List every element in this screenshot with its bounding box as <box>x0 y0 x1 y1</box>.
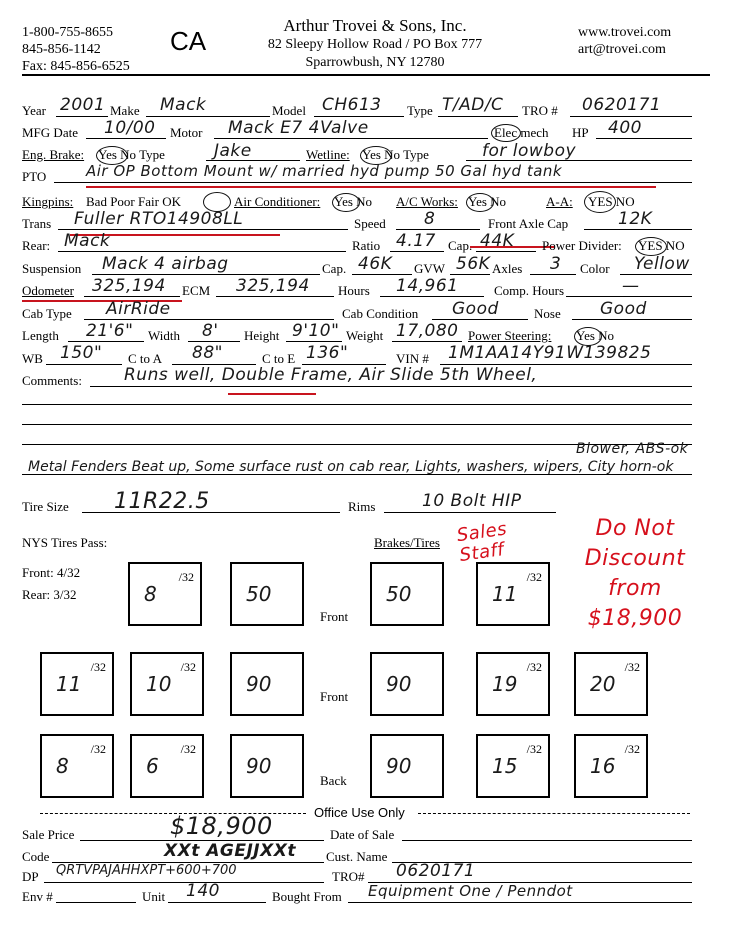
nose-line <box>572 319 692 320</box>
speed-line <box>396 229 480 230</box>
vin-value: 1M1AA14Y91W139825 <box>448 343 652 363</box>
rear-label: Rear: <box>22 238 51 253</box>
comments-line-2 <box>22 404 692 405</box>
comments-label: Comments: <box>22 373 82 388</box>
tire-box <box>574 652 648 716</box>
cab-condition-label: Cab Condition <box>342 306 419 321</box>
env-label: Env # <box>22 889 53 904</box>
address-line2: Sparrowbush, NY 12780 <box>305 55 445 70</box>
tire-box <box>476 652 550 716</box>
ac-works-label: A/C Works: <box>396 194 458 209</box>
weight-line <box>392 341 462 342</box>
length-line <box>68 341 144 342</box>
pto-line <box>54 182 692 183</box>
tire-box <box>476 734 550 798</box>
wb-value: 150" <box>60 343 103 363</box>
width-label: Width <box>148 328 180 343</box>
dp-label: DP <box>22 869 39 884</box>
ratio-value: 4.17 <box>396 231 436 251</box>
wetline-type-value: for lowboy <box>482 141 577 161</box>
rims-value: 10 Bolt HIP <box>422 491 522 511</box>
cap-line <box>476 251 536 252</box>
brake-percent: 90 <box>386 672 412 696</box>
type-line <box>438 116 518 117</box>
note-line2: Metal Fenders Beat up, Some surface rust on cab rear, Lights, washers, wipers, City horn-ok <box>28 459 674 475</box>
a-a-yes-circle <box>584 191 616 213</box>
bought-from-value: Equipment One / Penndot <box>368 882 573 900</box>
cab-condition-line <box>432 319 528 320</box>
per32-mark: /32 <box>526 570 542 584</box>
tire-box <box>130 652 204 716</box>
length-value: 21'6" <box>86 321 134 341</box>
power-divider-label: Power Divider: <box>542 238 622 253</box>
kingpin-options: Bad Poor Fair OK <box>86 194 181 209</box>
front-axle-cap-value: 12K <box>618 209 653 229</box>
model-value: CH613 <box>322 95 382 115</box>
bought-from-label: Bought From <box>272 889 342 904</box>
tire-depth: 19 <box>492 672 518 696</box>
susp-cap-line <box>352 274 412 275</box>
trans-line <box>58 229 348 230</box>
nose-label: Nose <box>534 306 561 321</box>
trans-value: Fuller RTO14908LL <box>74 209 244 229</box>
brake-box <box>230 734 304 798</box>
front-axle-cap-label: Front Axle Cap <box>488 216 569 231</box>
color-value: Yellow <box>634 254 690 274</box>
model-line <box>314 116 404 117</box>
note-line1: Blower, ABS-ok <box>576 441 689 457</box>
nose-value: Good <box>600 299 647 319</box>
unit-label: Unit <box>142 889 166 904</box>
mfg-date-label: MFG Date <box>22 125 78 140</box>
cust-name-label: Cust. Name <box>326 849 388 864</box>
suspension-label: Suspension <box>22 261 82 276</box>
odometer-line <box>84 296 180 297</box>
air-conditioner-options: Yes No <box>334 194 373 209</box>
tro2-label: TRO# <box>332 869 365 884</box>
width-value: 8' <box>202 321 219 341</box>
company-name: Arthur Trovei & Sons, Inc. <box>283 16 467 35</box>
odometer-label: Odometer <box>22 283 74 298</box>
gvw-label: GVW <box>414 261 446 276</box>
gvw-line <box>450 274 490 275</box>
wb-label: WB <box>22 351 43 366</box>
motor-line <box>214 138 488 139</box>
ratio-label: Ratio <box>352 238 381 253</box>
suspension-value: Mack 4 airbag <box>102 254 229 274</box>
front-label-1: Front <box>320 609 349 624</box>
eng-brake-label: Eng. Brake: <box>22 147 85 162</box>
dp-line <box>44 882 324 883</box>
per32-mark: /32 <box>90 742 106 756</box>
rear-requirement: Rear: 3/32 <box>22 587 77 602</box>
make-label: Make <box>110 103 140 118</box>
dp-value: QRTVPAJAHHXPT+600+700 <box>56 863 237 878</box>
c-to-e-label: C to E <box>262 351 296 366</box>
axles-label: Axles <box>492 261 523 276</box>
back-label: Back <box>320 773 347 788</box>
per32-mark: /32 <box>178 570 194 584</box>
per32-mark: /32 <box>624 660 640 674</box>
brake-percent: 90 <box>386 754 412 778</box>
power-steering-label: Power Steering: <box>468 328 552 343</box>
tire-size-label: Tire Size <box>22 499 69 514</box>
hp-line <box>596 138 692 139</box>
hp-value: 400 <box>608 118 642 138</box>
front-label-2: Front <box>320 689 349 704</box>
phone: 1-800-755-8655 <box>22 25 113 40</box>
hp-label: HP <box>572 125 589 140</box>
front-axle-cap-line <box>584 229 692 230</box>
tire-depth: 6 <box>146 754 159 778</box>
brake-box <box>370 652 444 716</box>
cab-condition-value: Good <box>452 299 499 319</box>
type-label: Type <box>407 103 433 118</box>
comp-hours-value: — <box>622 276 640 296</box>
brake-percent: 90 <box>246 672 272 696</box>
cab-type-line <box>84 319 334 320</box>
comp-hours-line <box>566 296 692 297</box>
double-frame-red-underline <box>228 393 316 395</box>
wetline-options: Yes No Type <box>362 147 429 162</box>
speed-label: Speed <box>354 216 386 231</box>
tire-size-value: 11R22.5 <box>114 489 210 514</box>
tire-box <box>130 734 204 798</box>
eng-brake-options: Yes No Type <box>98 147 165 162</box>
brake-percent: 90 <box>246 754 272 778</box>
brakes-tires-label: Brakes/Tires <box>374 535 440 550</box>
eng-brake-line <box>206 160 300 161</box>
comments-line-5 <box>22 474 692 475</box>
header-phones <box>22 24 130 75</box>
per32-mark: /32 <box>180 660 196 674</box>
tro-value: 0620171 <box>582 95 662 115</box>
air-conditioner-label: Air Conditioner: <box>234 194 321 209</box>
suspension-line <box>92 274 320 275</box>
location-code: CA <box>170 26 207 56</box>
mfg-date-value: 10/00 <box>104 118 156 138</box>
tire-depth: 8 <box>144 582 157 606</box>
office-use-label: Office Use Only <box>314 805 405 820</box>
trans-label: Trans <box>22 216 52 231</box>
year-label: Year <box>22 103 46 118</box>
motor-value: Mack E7 4Valve <box>228 118 369 138</box>
tire-depth: 11 <box>56 672 82 696</box>
tire-depth: 10 <box>146 672 172 696</box>
do-not-discount-note: Do Not Discount from $18,900 <box>584 516 686 631</box>
unit-line <box>168 902 266 903</box>
tro-line <box>570 116 692 117</box>
per32-mark: /32 <box>624 742 640 756</box>
ac-works-yes-circle <box>466 193 494 212</box>
header-divider <box>22 74 710 76</box>
kingpins-label: Kingpins: <box>22 194 74 209</box>
tire-box <box>574 734 648 798</box>
brake-box <box>370 734 444 798</box>
email: art@trovei.com <box>578 42 666 57</box>
code-label: Code <box>22 849 50 864</box>
hours-value: 14,961 <box>396 276 459 296</box>
tire-depth: 16 <box>590 754 616 778</box>
rims-line <box>384 512 556 513</box>
brake-percent: 50 <box>386 582 412 606</box>
date-of-sale-line <box>402 840 692 841</box>
date-of-sale-label: Date of Sale <box>330 827 395 842</box>
per32-mark: /32 <box>180 742 196 756</box>
susp-cap-value: 46K <box>358 254 393 274</box>
c-to-e-value: 136" <box>306 343 349 363</box>
mfg-date-line <box>86 138 166 139</box>
tire-depth: 8 <box>56 754 69 778</box>
weight-label: Weight <box>346 328 384 343</box>
tire-box <box>476 562 550 626</box>
tro-label: TRO # <box>522 103 558 118</box>
height-line <box>286 341 342 342</box>
a-a-options: YES NO <box>588 194 635 209</box>
susp-cap-label: Cap. <box>322 261 347 276</box>
sale-price-label: Sale Price <box>22 827 75 842</box>
front-requirement: Front: 4/32 <box>22 565 81 580</box>
nys-tires-pass-label: NYS Tires Pass: <box>22 535 108 550</box>
phone2: 845-856-1142 <box>22 42 101 57</box>
a-a-label: A-A: <box>546 194 573 209</box>
speed-value: 8 <box>424 209 436 229</box>
pto-red-underline <box>86 186 656 188</box>
cab-type-value: AirRide <box>106 299 171 319</box>
tire-box <box>40 734 114 798</box>
power-divider-options: YES NO <box>638 238 685 253</box>
fax: Fax: 845-856-6525 <box>22 59 130 74</box>
odometer-value: 325,194 <box>92 276 166 296</box>
address-line1: 82 Sleepy Hollow Road / PO Box 777 <box>267 37 483 52</box>
eng-brake-type-value: Jake <box>214 141 252 161</box>
per32-mark: /32 <box>526 660 542 674</box>
brake-percent: 50 <box>246 582 272 606</box>
code-value: XXt AGEJJXXt <box>164 841 296 861</box>
elec-mech-label: Elec mech <box>494 125 549 140</box>
brake-box <box>230 652 304 716</box>
rear-line <box>58 251 346 252</box>
tire-depth: 15 <box>492 754 518 778</box>
length-label: Length <box>22 328 59 343</box>
color-label: Color <box>580 261 610 276</box>
company-block <box>230 16 520 72</box>
tire-box <box>40 652 114 716</box>
wetline-label: Wetline: <box>306 147 350 162</box>
power-steering-options: Yes No <box>576 328 615 343</box>
pto-value: Air OP Bottom Mount w/ married hyd pump 50 Gal hyd tank <box>86 162 563 180</box>
height-value: 9'10" <box>292 321 340 341</box>
ac-works-options: Yes No <box>468 194 507 209</box>
tire-size-line <box>82 512 340 513</box>
sales-staff-note: Sales Staff <box>455 518 509 567</box>
tire-depth: 11 <box>492 582 518 606</box>
hours-label: Hours <box>338 283 370 298</box>
c-to-a-value: 88" <box>192 343 223 363</box>
website: www.trovei.com <box>578 25 672 40</box>
ecm-value: 325,194 <box>236 276 310 296</box>
comments-line-1 <box>90 386 692 387</box>
env-line <box>56 902 136 903</box>
comments-line-3 <box>22 424 692 425</box>
color-line <box>620 274 692 275</box>
c-to-a-label: C to A <box>128 351 162 366</box>
unit-value: 140 <box>186 881 220 901</box>
year-value: 2001 <box>60 95 106 115</box>
height-label: Height <box>244 328 280 343</box>
model-label: Model <box>272 103 306 118</box>
comments-value: Runs well, Double Frame, Air Slide 5th Wheel, <box>124 365 538 385</box>
rear-value: Mack <box>64 231 111 251</box>
tire-box <box>128 562 202 626</box>
cab-type-label: Cab Type <box>22 306 72 321</box>
ecm-label: ECM <box>182 283 211 298</box>
per32-mark: /32 <box>526 742 542 756</box>
brake-box <box>230 562 304 626</box>
comp-hours-label: Comp. Hours <box>494 283 565 298</box>
tro2-value: 0620171 <box>396 861 476 881</box>
hours-line <box>380 296 484 297</box>
per32-mark: /32 <box>90 660 106 674</box>
gvw-value: 56K <box>456 254 491 274</box>
header-web <box>578 24 671 58</box>
axles-value: 3 <box>550 254 562 274</box>
ratio-line <box>390 251 444 252</box>
cap-label: Cap. <box>448 238 473 253</box>
make-value: Mack <box>160 95 207 115</box>
vin-label: VIN # <box>396 351 429 366</box>
axles-line <box>530 274 576 275</box>
wb-line <box>46 364 122 365</box>
cap-value: 44K <box>480 231 515 251</box>
office-dash-right <box>418 813 690 814</box>
sale-price-value: $18,900 <box>170 812 273 840</box>
elec-circle <box>491 124 521 142</box>
rims-label: Rims <box>348 499 376 514</box>
motor-label: Motor <box>170 125 203 140</box>
make-line <box>146 116 270 117</box>
type-value: T/AD/C <box>442 95 504 115</box>
bought-from-line <box>348 902 692 903</box>
ac-yes-circle <box>332 193 360 212</box>
ecm-line <box>216 296 334 297</box>
pto-label: PTO <box>22 169 47 184</box>
year-line <box>56 116 108 117</box>
width-line <box>188 341 240 342</box>
tire-depth: 20 <box>590 672 616 696</box>
brake-box <box>370 562 444 626</box>
wetline-line <box>466 160 692 161</box>
weight-value: 17,080 <box>396 321 459 341</box>
